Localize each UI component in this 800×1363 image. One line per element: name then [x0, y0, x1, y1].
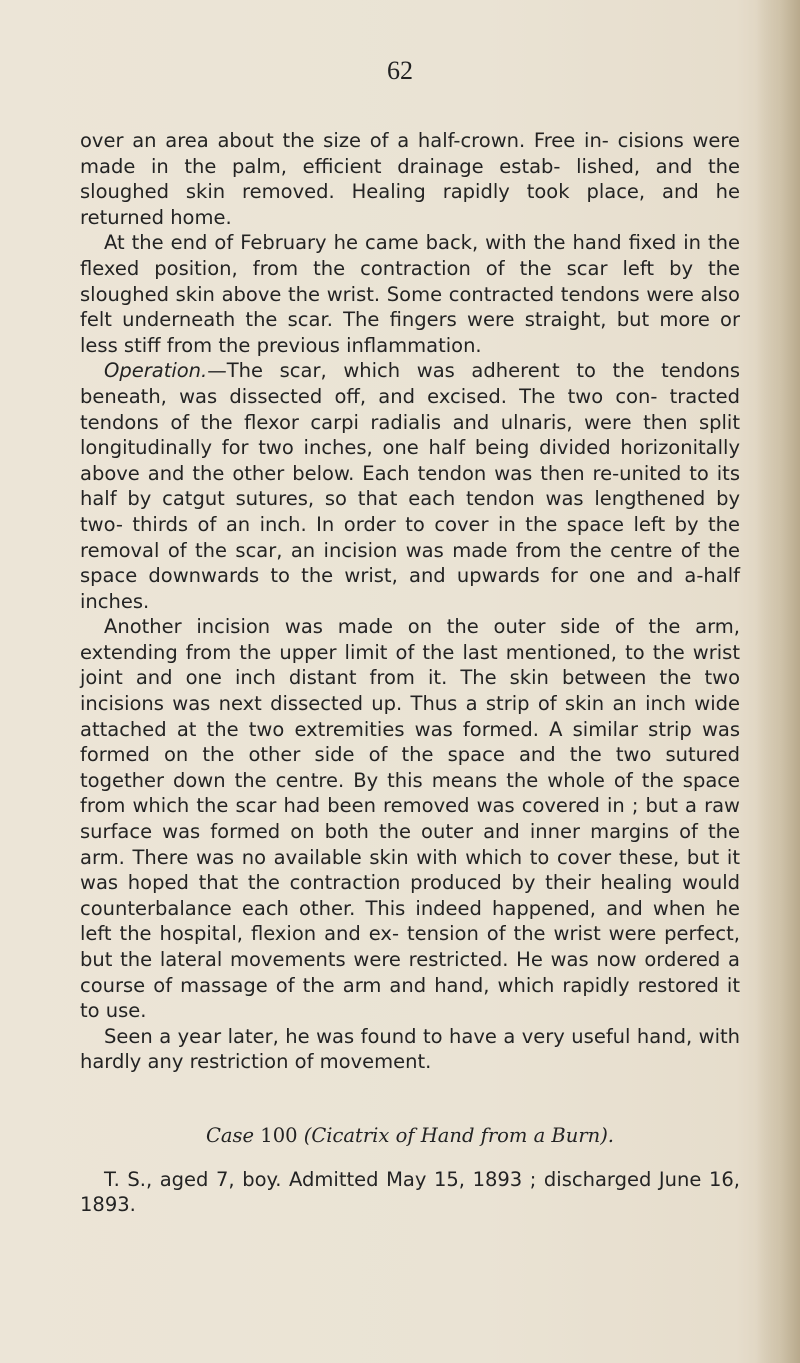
- paragraph-1: over an area about the size of a half-crown. Free in- cisions were made in the palm, efficient drainage estab- lished, and the sloughed skin removed. Healing rapidly took place, and he returned home.: [80, 129, 740, 229]
- operation-text: —The scar, which was adherent to the tendons beneath, was dissected off, and excised. The two con- tracted tendons of the flexor carpi radialis and ulnaris, were then split longitudinally for two inches, one half being divided horizonitally above and the other below. Each tendon was then re-united to its half by catgut sutures, so that each tendon was lengthened by two- thirds of an inch. In order to cover in the space left by the removal of the scar, an incision was made from the centre of the space downwards to the wrist, and upwards for one and a-half inches.: [80, 359, 740, 613]
- operation-lead: Operation.: [104, 359, 208, 383]
- case-title: (Cicatrix of Hand from a Burn).: [297, 1123, 615, 1147]
- paragraph-5: Seen a year later, he was found to have a very useful hand, with hardly any restriction of movement.: [80, 1024, 740, 1074]
- paragraph-3: [80, 358, 740, 614]
- case-intro: T. S., aged 7, boy. Admitted May 15, 1893 ; discharged June 16, 1893.: [80, 1167, 740, 1217]
- paragraph-4: Another incision was made on the outer side of the arm, extending from the upper limit of the last mentioned, to the wrist joint and one inch distant from it. The skin between the two incisions was next dissected up. Thus a strip of skin an inch wide attached at the two extremities was formed. A similar strip was formed on the other side of the space and the two sutured together down the centre. By this means the whole of the space from which the scar had been removed was covered in ; but a raw surface was formed on both the outer and inner margins of the arm. There was no available skin with which to cover these, but it was hoped that the contraction produced by their healing would counterbalance each other. This indeed happened, and when he left the hospital, flexion and ex- tension of the wrist were perfect, but the lateral movements were restricted. He was now ordered a course of massage of the arm and hand, which rapidly restored it to use.: [80, 615, 740, 1023]
- case-number: 100: [260, 1123, 298, 1147]
- page-edge-shadow: [756, 0, 800, 1363]
- paragraph-2: At the end of February he came back, with the hand fixed in the flexed position, from the contraction of the scar left by the sloughed skin above the wrist. Some contracted tendons were also felt underneath the scar. The fingers were straight, but more or less stiff from the previous inflammation.: [80, 231, 740, 357]
- page-number: 62: [387, 56, 413, 85]
- case-heading: [80, 1123, 740, 1149]
- case-prefix: Case: [205, 1123, 261, 1147]
- body-text: [80, 128, 740, 1218]
